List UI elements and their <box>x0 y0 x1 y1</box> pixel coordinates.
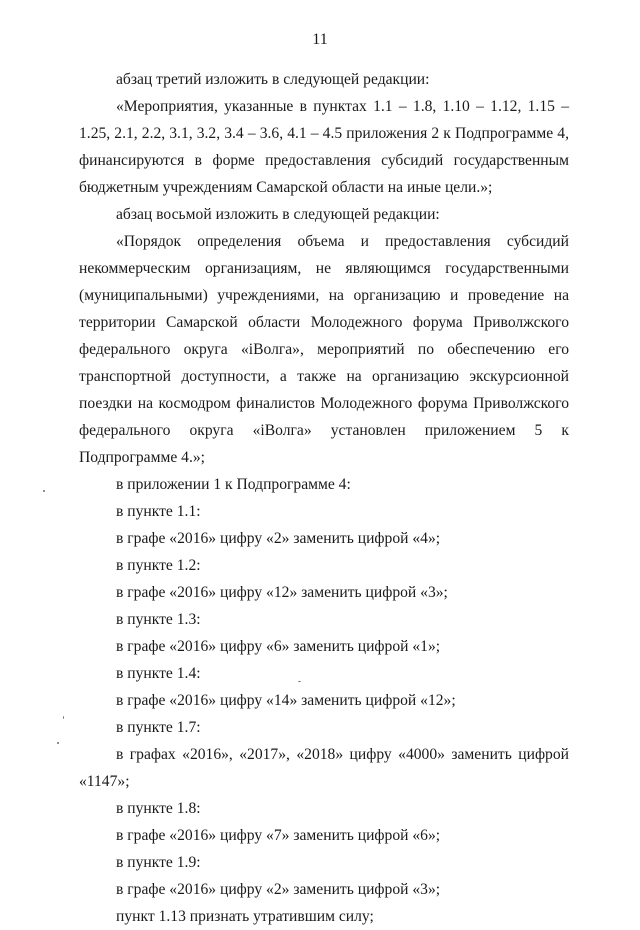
scan-speck <box>298 681 301 682</box>
scan-speck <box>57 742 59 744</box>
paragraph-14: в пункте 1.7: <box>116 719 201 736</box>
page-number: 11 <box>312 31 328 48</box>
paragraph-8: в пункте 1.2: <box>116 557 201 574</box>
paragraph-9: в графе «2016» цифру «12» заменить цифрой «3»; <box>116 584 448 601</box>
paragraph-4: «Порядок определения объема и предоставления субсидий некоммерческим организациям, не являющимся государственными (муниципальными) учреждениями, на организацию и проведение на территории Самарской области Молодежного форума Приволжского федерального округа «iВолга», мероприятий по обеспечению его транспортной доступности, а также на организацию экскурсионной поездки на космодром финалистов Молодежного форума Приволжского федерального округа «iВолга» установлен приложением 5 к Подпрограмме 4.»; <box>79 233 569 466</box>
paragraph-15: в графах «2016», «2017», «2018» цифру «4000» заменить цифрой «1147»; <box>79 746 569 790</box>
paragraph-5: в приложении 1 к Подпрограмме 4: <box>116 476 351 493</box>
paragraph-1: абзац третий изложить в следующей редакции: <box>116 71 430 88</box>
paragraph-12: в пункте 1.4: <box>116 665 201 682</box>
paragraph-18: в пункте 1.9: <box>116 854 201 871</box>
paragraph-7: в графе «2016» цифру «2» заменить цифрой «4»; <box>116 530 441 547</box>
scan-speck <box>43 490 45 492</box>
document-body <box>79 66 569 930</box>
paragraph-3: абзац восьмой изложить в следующей редакции: <box>116 206 440 223</box>
scan-speck <box>63 716 64 719</box>
paragraph-20: пункт 1.13 признать утратившим силу; <box>116 908 374 925</box>
paragraph-11: в графе «2016» цифру «6» заменить цифрой «1»; <box>116 638 441 655</box>
paragraph-13: в графе «2016» цифру «14» заменить цифрой «12»; <box>116 692 456 709</box>
paragraph-17: в графе «2016» цифру «7» заменить цифрой «6»; <box>116 827 441 844</box>
paragraph-2: «Мероприятия, указанные в пунктах 1.1 – 1.8, 1.10 – 1.12, 1.15 – 1.25, 2.1, 2.2, 3.1, 3.2, 3.4 – 3.6, 4.1 – 4.5 приложения 2 к Подпрограмме 4, финансируются в форме предоставления субсидий государственным бюджетным учреждениям Самарской области на иные цели.»; <box>79 98 569 196</box>
paragraph-16: в пункте 1.8: <box>116 800 201 817</box>
paragraph-19: в графе «2016» цифру «2» заменить цифрой «3»; <box>116 881 441 898</box>
paragraph-10: в пункте 1.3: <box>116 611 201 628</box>
paragraph-6: в пункте 1.1: <box>116 503 201 520</box>
